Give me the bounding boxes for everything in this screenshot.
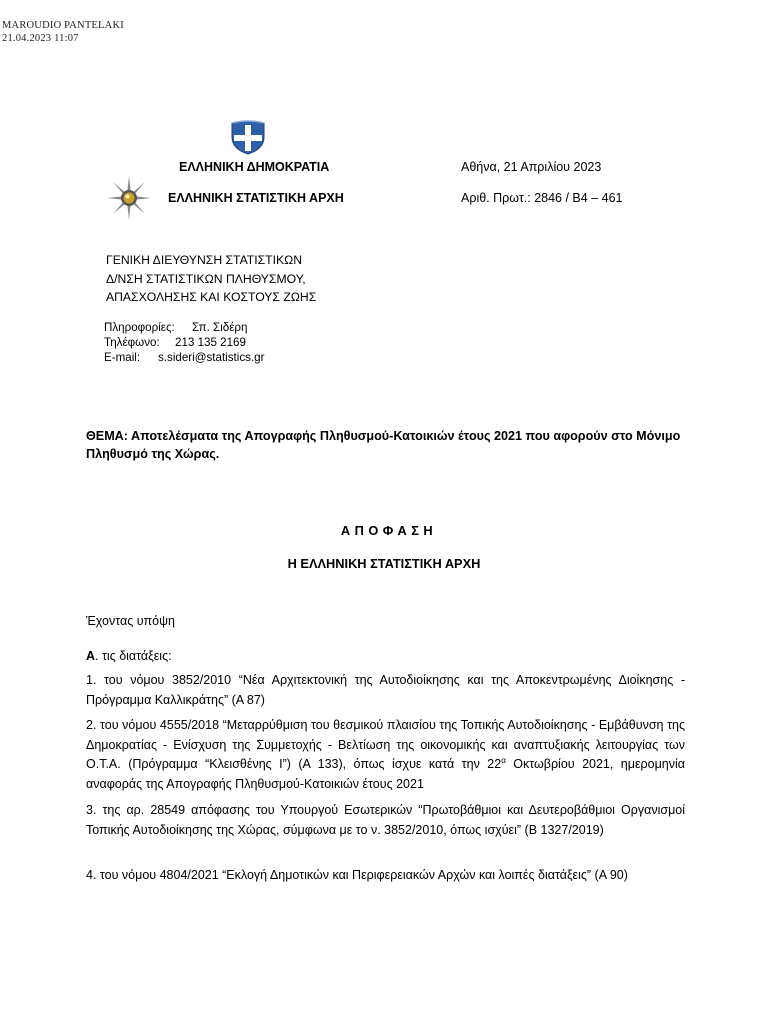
section-a-heading — [86, 647, 685, 667]
provision-item — [86, 716, 685, 794]
department-block — [106, 251, 316, 307]
considering-heading: Έχοντας υπόψη — [86, 614, 175, 628]
provision-item: 4. του νόμου 4804/2021 “Εκλογή Δημοτικών και Περιφερειακών Αρχών και λοιπές διατάξεις” (Α 90) — [86, 868, 628, 882]
section-a-letter: Α — [86, 649, 96, 663]
department-line: ΑΠΑΣΧΟΛΗΣΗΣ ΚΑΙ ΚΟΣΤΟΥΣ ΖΩΗΣ — [106, 290, 317, 304]
stamp-datetime: 21.04.2023 11:07 — [2, 32, 79, 44]
greek-coat-of-arms-icon — [229, 120, 267, 155]
phone-value: 213 135 2169 — [175, 336, 246, 349]
decision-title: ΑΠΟΦΑΣΗ — [340, 523, 438, 538]
signature-stamp — [2, 20, 124, 45]
authority-name: ΕΛΛΗΝΙΚΗ ΣΤΑΤΙΣΤΙΚΗ ΑΡΧΗ — [168, 191, 344, 205]
department-line: ΓΕΝΙΚΗ ΔΙΕΥΘΥΝΣΗ ΣΤΑΤΙΣΤΙΚΩΝ — [106, 253, 303, 267]
provision-item: 1. του νόμου 3852/2010 “Νέα Αρχιτεκτονική της Αυτοδιοίκησης και της Αποκεντρωμένης Διοίκησης - Πρόγραμμα Καλλικράτης” (Α 87) — [86, 673, 685, 707]
info-label: Πληροφορίες: — [104, 321, 175, 334]
protocol-number: Αριθ. Πρωτ.: 2846 / Β4 – 461 — [461, 191, 623, 205]
phone-label: Τηλέφωνο: — [104, 336, 160, 349]
stamp-name: MAROUDIO PANTELAKI — [2, 20, 124, 31]
republic-name: ΕΛΛΗΝΙΚΗ ΔΗΜΟΚΡΑΤΙΑ — [179, 160, 330, 174]
subject-line: ΘΕΜΑ: Αποτελέσματα της Απογραφής Πληθυσμού-Κατοικιών έτους 2021 που αφορούν στο Μόνιμο Πληθυσμό της Χώρας. — [86, 429, 681, 461]
elstat-star-logo-icon — [106, 175, 152, 221]
section-a-text: . τις διατάξεις: — [95, 649, 172, 663]
provision-item: 3. της αρ. 28549 απόφασης του Υπουργού Εσωτερικών “Πρωτοβάθμιοι και Δευτεροβάθμιοι Οργανισμοί Τοπικής Αυτοδιοίκησης της Χώρας, σύμφωνα με το ν. 3852/2010, όπως ισχύει” (Β 1327/2019) — [86, 803, 685, 837]
email-value: s.sideri@statistics.gr — [158, 351, 265, 364]
ordinal-superscript: α — [501, 755, 506, 765]
provision-text: 2. του νόμου 4555/2018 “Μεταρρύθμιση του θεσμικού πλαισίου της Τοπικής Αυτοδιοίκησης - Εμβάθυνση της Δημοκρατίας - Ενίσχυση της Συμμετοχής - Βελτίωση της οικονομικής και αναπτυξιακής λειτουργίας των Ο.Τ.Α. (Πρόγραμμα “Κλεισθένης Ι”) (Α 133), όπως ίσχυε κατά την 22 — [86, 718, 685, 771]
decision-subtitle: Η ΕΛΛΗΝΙΚΗ ΣΤΑΤΙΣΤΙΚΗ ΑΡΧΗ — [287, 556, 481, 571]
place-date: Αθήνα, 21 Απριλίου 2023 — [461, 160, 602, 174]
department-line: Δ/ΝΣΗ ΣΤΑΤΙΣΤΙΚΩΝ ΠΛΗΘΥΣΜΟΥ, — [106, 271, 306, 286]
info-value: Σπ. Σιδέρη — [192, 321, 248, 334]
email-label: E-mail: — [104, 351, 141, 364]
provision-text: Οκτωβρίου 2021, ημερομηνία αναφοράς της Απογραφής Πληθυσμού-Κατοικιών έτους 2021 — [86, 757, 685, 791]
